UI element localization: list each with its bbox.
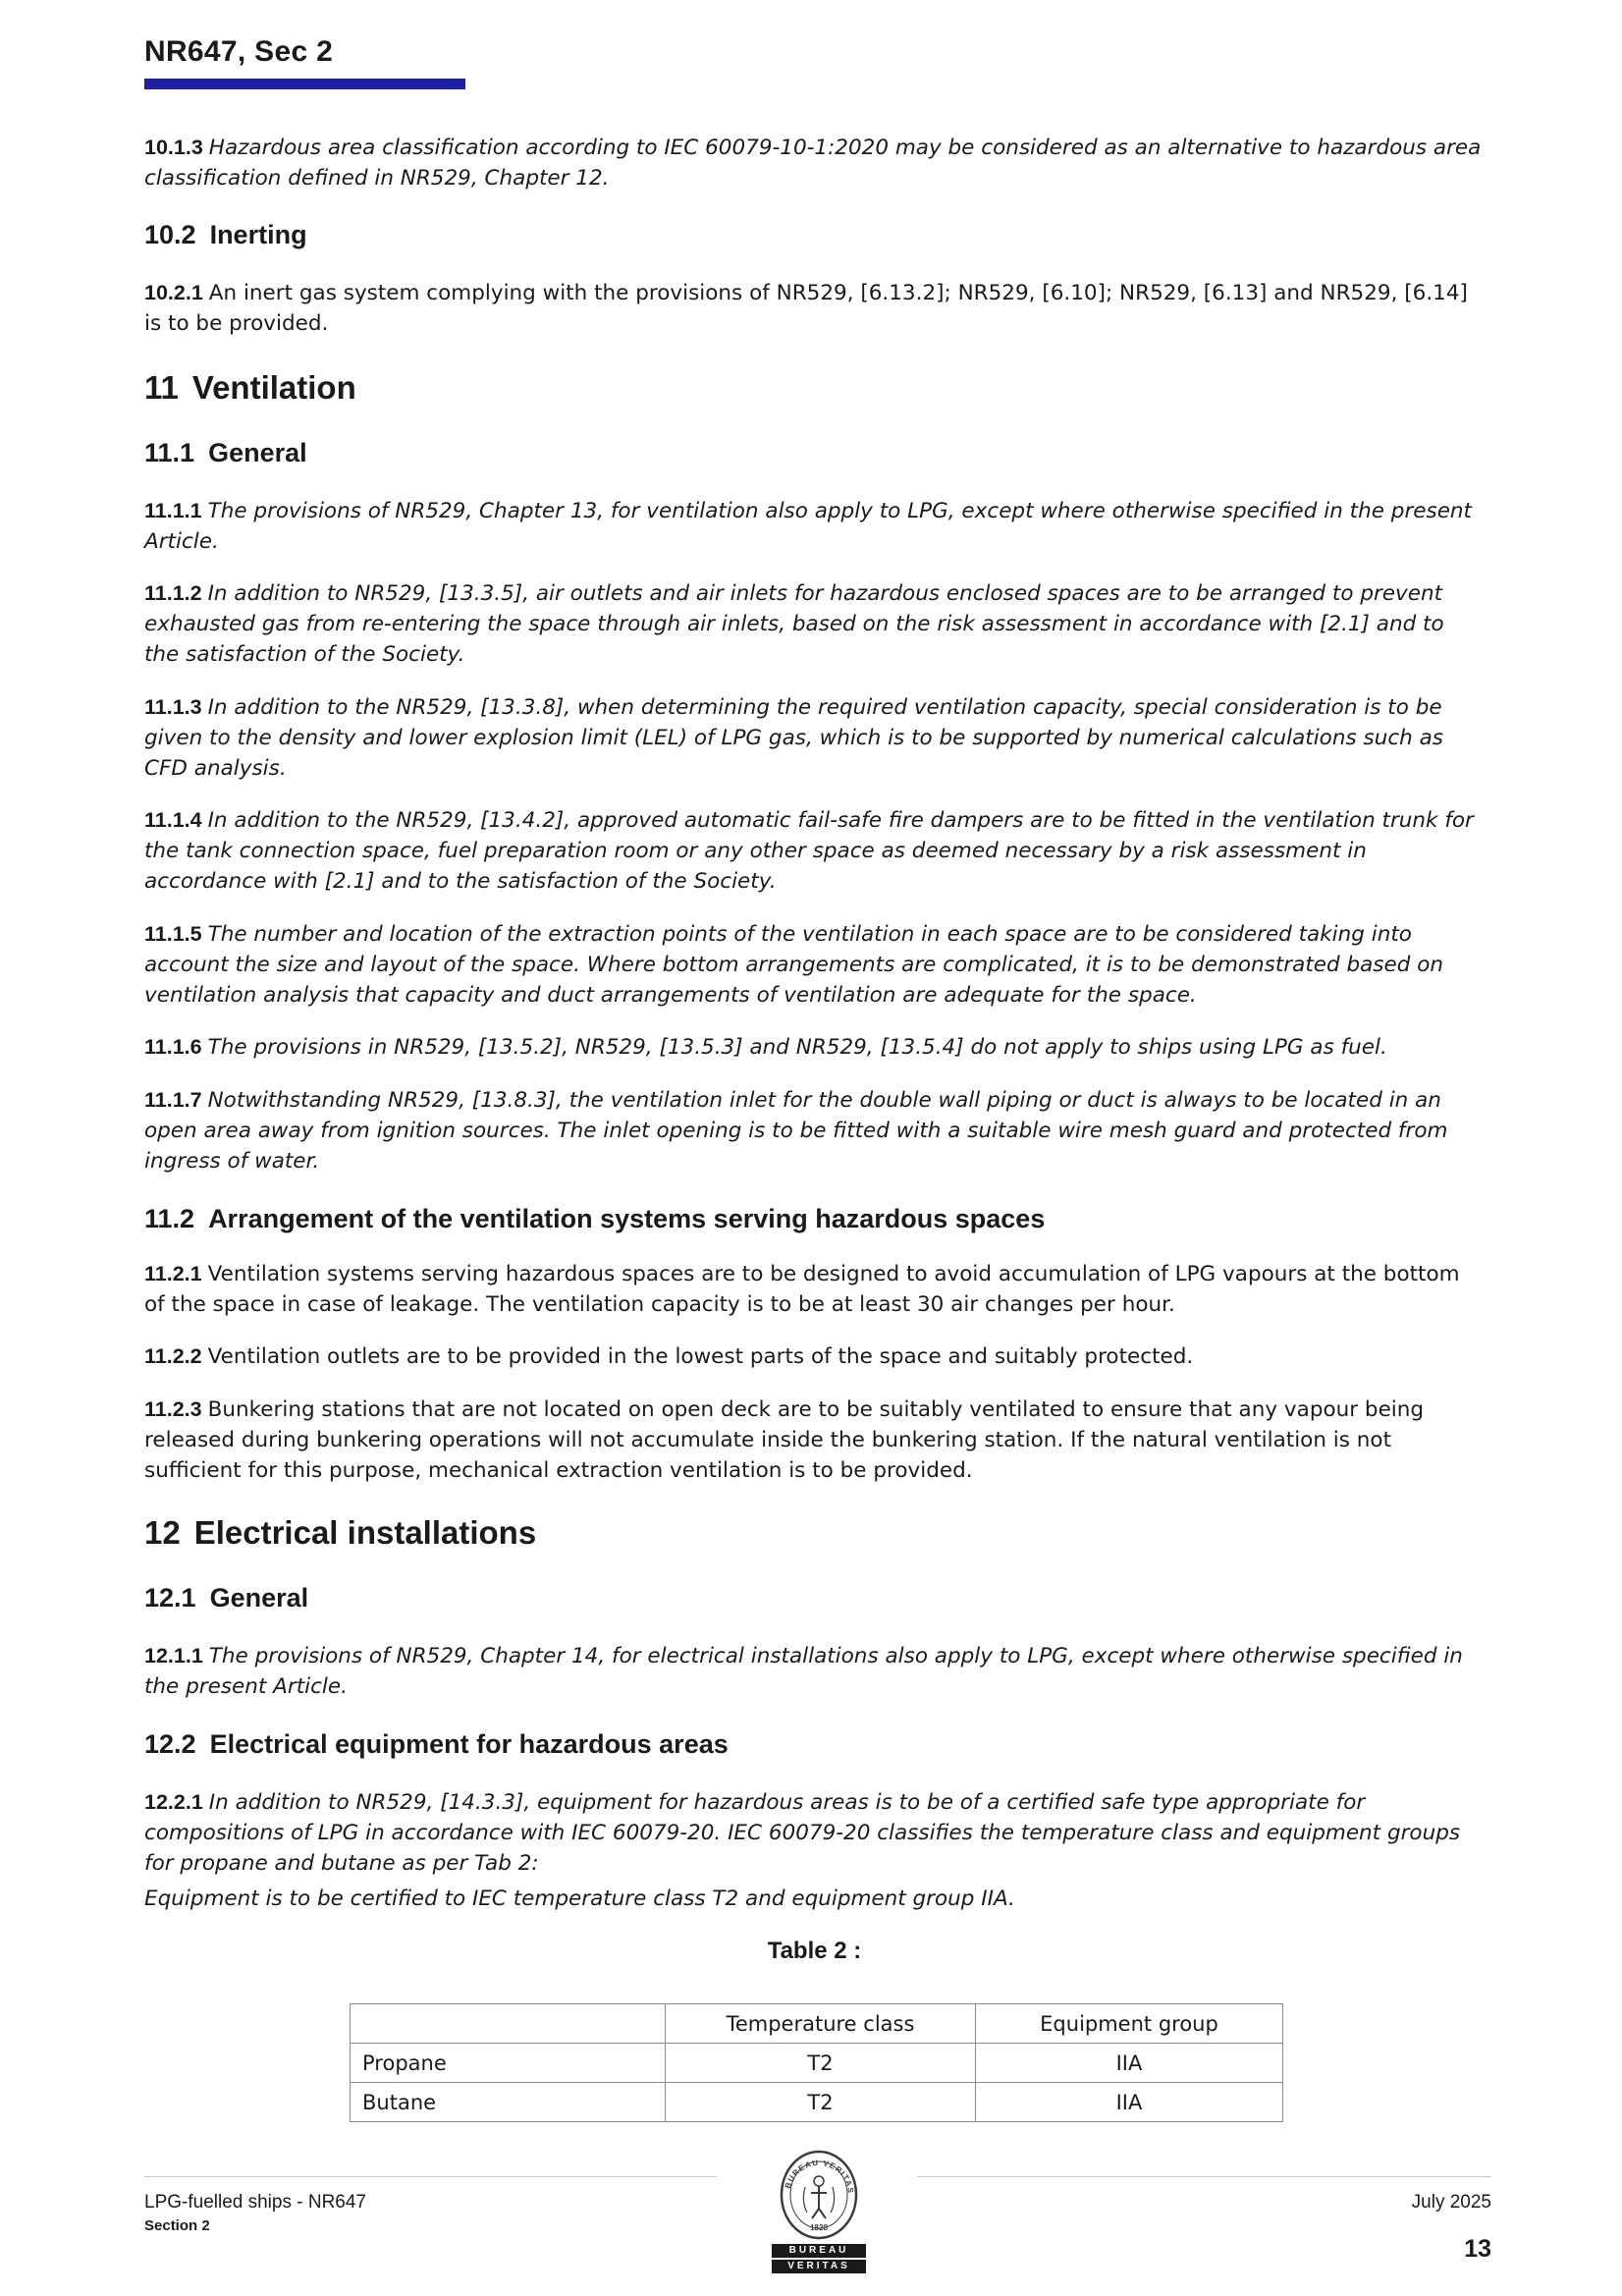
table-header-cell: Equipment group [976,2004,1283,2044]
para-10-1-3: 10.1.3 Hazardous area classification according to IEC 60079-10-1:2020 may be considered as an alternative to hazardous area classification defined in NR529, Chapter 12. [144,136,1482,191]
heading-12-1: 12.1 General [144,1583,309,1613]
header-accent-bar [144,79,465,89]
logo-seal-icon [772,2148,866,2242]
para-12-2-1: 12.2.1 In addition to NR529, [14.3.3], equipment for hazardous areas is to be of a certified safe type appropriate for compositions of LPG in accordance with IEC 60079-20. IEC 60079-20 classifies the temperature class and equipment groups for propane and butane as per Tab 2: [144,1790,1461,1876]
para-12-1-1: 12.1.1 The provisions of NR529, Chapter 14, for electrical installations also apply to LPG, except where otherwise specified in the present Article. [144,1644,1463,1699]
table-header-row [351,2004,1283,2044]
table-cell: IIA [976,2083,1283,2122]
table-cell: Butane [351,2083,666,2122]
footer-section: Section 2 [144,2217,210,2234]
para-11-1-1: 11.1.1 The provisions of NR529, Chapter 13, for ventilation also apply to LPG, except where otherwise specified in the present Article. [144,499,1472,554]
heading-11-1: 11.1 General [144,438,307,467]
footer-rule-right [917,2176,1491,2177]
para-11-2-3: 11.2.3 Bunkering stations that are not located on open deck are to be suitably ventilated to ensure that any vapour being released during bunkering operations will not accumulate inside the bunkering station. If the natural ventilation is not sufficient for this purpose, mechanical extraction ventilation is to be provided. [144,1397,1425,1483]
logo-text-top: BUREAU [772,2244,866,2258]
table-row [351,2083,1283,2122]
footer-date: July 2025 [1411,2192,1491,2213]
table-header-cell: Temperature class [666,2004,976,2044]
table-cell: Propane [351,2044,666,2083]
running-header [144,35,465,89]
footer-doc-title: LPG-fuelled ships - NR647 [144,2192,366,2213]
table-cell: T2 [666,2044,976,2083]
page-number: 13 [1464,2235,1491,2263]
para-11-1-2: 11.1.2 In addition to NR529, [13.3.5], air outlets and air inlets for hazardous enclosed spaces are to be arranged to prevent exhausted gas from re-entering the space through air inlets, based on the risk assessment in accordance with [2.1] and to the satisfaction of the Society. [144,581,1444,667]
logo-ring-text: BUREAU VERITAS [783,2158,856,2195]
heading-11-2: 11.2 Arrangement of the ventilation systems serving hazardous spaces [144,1204,1046,1233]
para-11-1-3: 11.1.3 In addition to the NR529, [13.3.8], when determining the required ventilation capacity, special consideration is to be given to the density and lower explosion limit (LEL) of LPG gas, which is to be supported by numerical calculations such as CFD analysis. [144,695,1443,781]
para-11-1-7: 11.1.7 Notwithstanding NR529, [13.8.3], the ventilation inlet for the double wall piping or duct is always to be located in an open area away from ignition sources. The inlet opening is to be fitted with a suitable wire mesh guard and protected from ingress of water. [144,1088,1448,1174]
heading-12-2: 12.2 Electrical equipment for hazardous areas [144,1729,729,1759]
table-cell: T2 [666,2083,976,2122]
table-caption: Table 2 : [767,1938,862,1964]
logo-year: 1828 [810,2223,828,2232]
heading-12: 12 Electrical installations [144,1514,537,1551]
para-12-2-1-note: Equipment is to be certified to IEC temperature class T2 and equipment group IIA. [144,1886,1015,1911]
para-11-1-5: 11.1.5 The number and location of the extraction points of the ventilation in each space are to be considered taking into account the size and layout of the space. Where bottom arrangements are complicated, it is to be demonstrated based on ventilation analysis that capacity and duct arrangements of ventilation are adequate for the space. [144,922,1443,1008]
table-2 [350,2003,1283,2122]
para-11-2-1: 11.2.1 Ventilation systems serving hazardous spaces are to be designed to avoid accumulation of LPG vapours at the bottom of the space in case of leakage. The ventilation capacity is to be at least 30 air changes per hour. [144,1262,1460,1317]
table-row [351,2044,1283,2083]
running-title: NR647, Sec 2 [144,35,334,68]
heading-10-2: 10.2 Inerting [144,220,307,249]
table-cell: IIA [976,2044,1283,2083]
para-11-2-2: 11.2.2 Ventilation outlets are to be provided in the lowest parts of the space and suitably protected. [144,1344,1194,1369]
table-header-cell [351,2004,666,2044]
footer-rule-left [144,2176,717,2177]
para-11-1-6: 11.1.6 The provisions in NR529, [13.5.2], NR529, [13.5.3] and NR529, [13.5.4] do not apply to ships using LPG as fuel. [144,1035,1387,1060]
para-10-2-1: 10.2.1 An inert gas system complying with the provisions of NR529, [6.13.2]; NR529, [6.10]; NR529, [6.13] and NR529, [6.14] is to be provided. [144,281,1468,336]
logo-text-bottom: VERITAS [772,2260,866,2273]
bureau-veritas-logo [772,2148,866,2273]
para-11-1-4: 11.1.4 In addition to the NR529, [13.4.2], approved automatic fail-safe fire dampers are to be fitted in the ventilation trunk for the tank connection space, fuel preparation room or any other space as deemed necessary by a risk assessment in accordance with [2.1] and to the satisfaction of the Society. [144,808,1474,894]
heading-11: 11 Ventilation [144,369,356,406]
